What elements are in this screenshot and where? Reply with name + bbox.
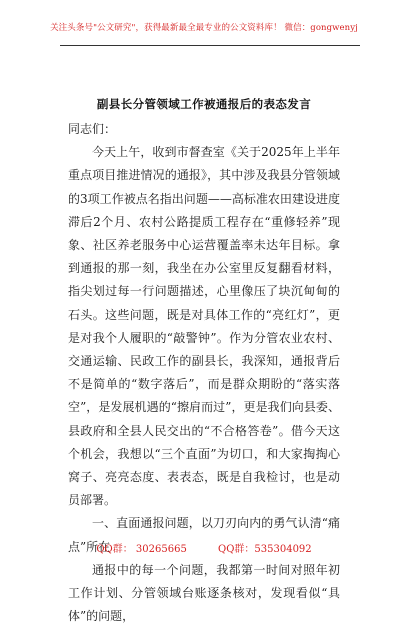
footer-promo [0, 540, 408, 555]
document-title: 副县长分管领域工作被通报后的表态发言 [96, 97, 312, 111]
body-paragraph: 今天上午，收到市督查室《关于2025年上半年重点项目推进情况的通报》，其中涉及我县分管领域的3项工作被点名指出问题——高标准农田建设进度滞后2个月、农村公路提质工程存在“重修轻养”现象、社区养老服务中心运营覆盖率未达年目标。拿到通报的那一刻，我坐在办公室里反复翻看材料，指尖划过每一行问题描述，心里像压了块沉甸甸的石头。这些问题，既是对具体工作的“亮红灯”，更是对我个人履职的“敲警钟”。作为分管农业农村、交通运输、民政工作的副县长，我深知，通报背后不是简单的“数字落后”，而是群众期盼的“落实落空”，是发展机遇的“擦肩而过”，更是我们向县委、县政府和全县人民交出的“不合格答卷”。借今天这个机会，我想以“三个直面”为切口，和大家掏掏心窝子、亮亮态度、表表态，既是自我检讨，也是动员部署。 [68, 145, 340, 508]
body-paragraph: 通报中的每一个问题，我都第一时间对照年初工作计划、分管领域台账逐条核对，发现看似“具体”的问题， [68, 562, 340, 624]
salutation: 同志们： [68, 122, 117, 136]
header-divider [60, 45, 360, 46]
footer-qq-group-2: QQ群：535304092 [218, 544, 312, 555]
footer-qq-group-1: QQ群： 30265665 [96, 544, 187, 555]
section-heading: 一、直面通报问题，以刀刃向内的勇气认清“痛点”所在 [68, 516, 340, 554]
header-promo-text: 关注头条号"公文研究"，获得最新最全最专业的公文资料库！ 微信：gongwenyj [50, 23, 358, 33]
